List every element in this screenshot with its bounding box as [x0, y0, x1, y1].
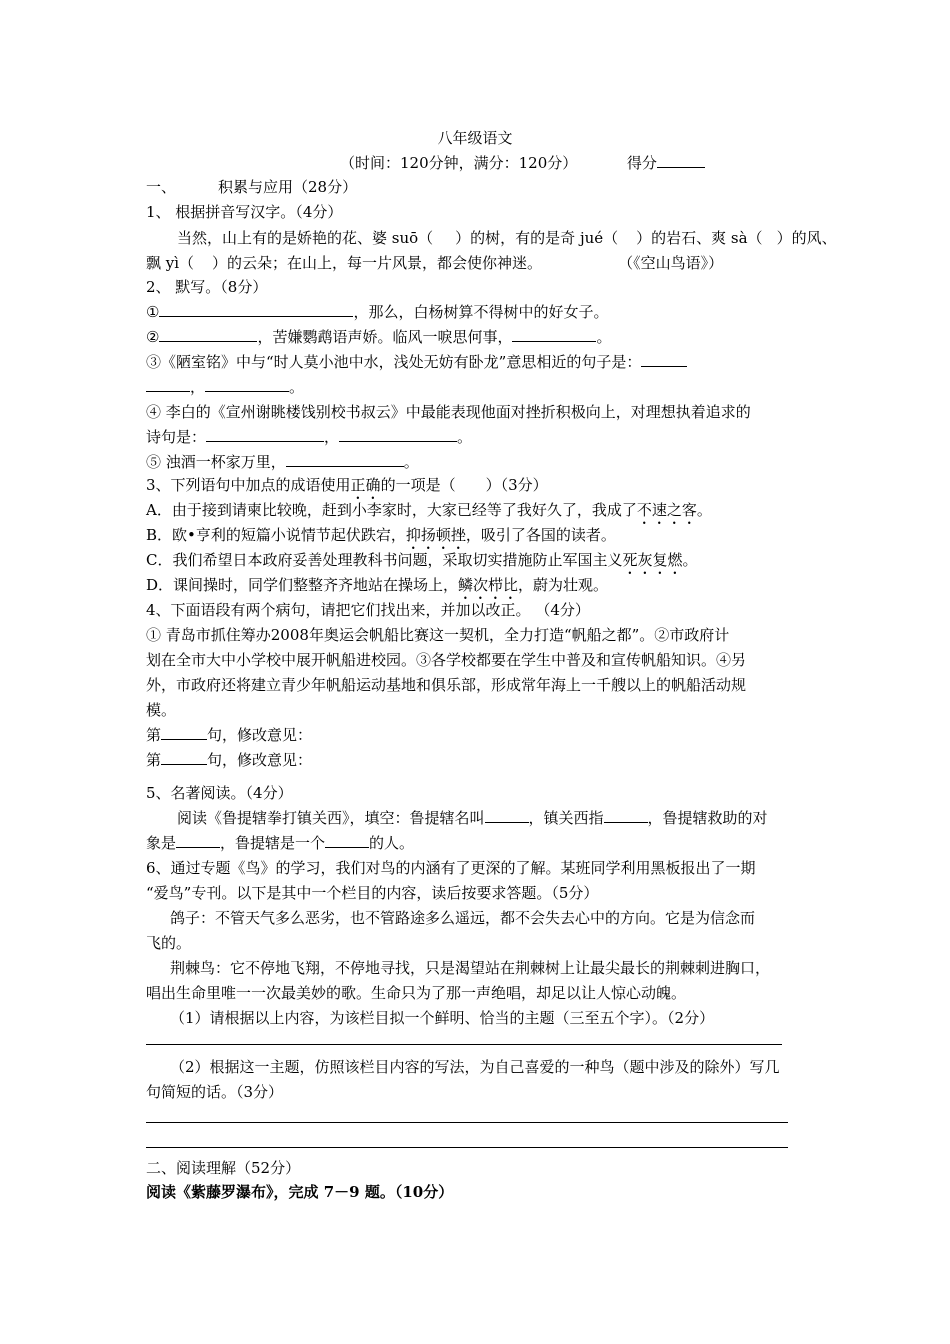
- q5-blank-1[interactable]: [485, 808, 529, 823]
- score-blank[interactable]: [657, 153, 705, 168]
- q5-blank-3[interactable]: [176, 833, 220, 848]
- q5-title: 5、名著阅读。（4分）: [146, 784, 293, 802]
- q2-blank-8[interactable]: [339, 427, 457, 442]
- q3-text: 的一项是（ ）（3分）: [380, 476, 548, 494]
- q4-passage-3: 外，市政府还将建立青少年帆船运动基地和俱乐部，形成常年海上一千艘以上的帆船活动规: [146, 676, 747, 694]
- section-1-heading: [146, 177, 357, 197]
- q1-source: （《空山鸟语》）: [618, 254, 724, 272]
- q2-line-6: [146, 427, 472, 447]
- q4-passage-4: 模。: [146, 701, 177, 719]
- q4-text: 句，修改意见：: [207, 751, 313, 769]
- q2-text: 。: [596, 328, 612, 346]
- q6-sub-question-2b: 句简短的话。（3分）: [146, 1083, 284, 1101]
- q3-idiom: 不速之客: [636, 501, 697, 519]
- q6-answer-line-3[interactable]: [146, 1147, 788, 1148]
- q3-text: B．欧•亨利的短篇小说情节起伏跌宕，: [146, 526, 406, 544]
- q2-blank-7[interactable]: [206, 427, 324, 442]
- q3-text: C．我们希望日本政府妥善处理教科书问题，采取切实措施防止军国主义: [146, 551, 623, 569]
- q4-blank-1[interactable]: [161, 725, 207, 740]
- q6-answer-line-1[interactable]: [146, 1044, 782, 1045]
- q2-line-7: [146, 452, 419, 472]
- q5-text: ，鲁提辖救助的对: [647, 809, 768, 827]
- q2-title: 2、 默写。（8分）: [146, 278, 268, 296]
- q1-paragraph-line2: [146, 253, 723, 273]
- q4-passage-1: ① 青岛市抓住筹办2008年奥运会帆船比赛这一契机，全力打造“帆船之都”。②市政府计: [146, 626, 730, 644]
- q6-thornbird-1: 荆棘鸟：它不停地飞翔，不停地寻找，只是渴望站在荆棘树上让最尖最长的荆棘刺进胸口，: [170, 959, 771, 977]
- q3-text: ，蔚为壮观。: [518, 576, 609, 594]
- q2-blank-2[interactable]: [159, 327, 257, 342]
- q6-pigeon-2: 飞的。: [146, 934, 192, 952]
- q2-line-5: ④ 李白的《宣州谢眺楼饯别校书叔云》中最能表现他面对挫折积极向上，对理想执着追求的: [146, 403, 751, 421]
- q5-text: 的人。: [369, 834, 415, 852]
- q1-title: 1、 根据拼音写汉字。（4分）: [146, 203, 343, 221]
- q5-text: 象是: [146, 834, 177, 852]
- q5-text: ，鲁提辖是一个: [220, 834, 326, 852]
- q2-blank-3[interactable]: [512, 327, 596, 342]
- q2-text: 。: [457, 428, 473, 446]
- q4-text: 第: [146, 726, 162, 744]
- q5-text: ，镇关西指: [528, 809, 604, 827]
- q3-idiom: 抑扬顿挫: [405, 526, 466, 544]
- q2-blank-6[interactable]: [205, 377, 289, 392]
- q6-sub-question-2a: （2）根据这一主题，仿照该栏目内容的写法，为自己喜爱的一种鸟（题中涉及的除外）写几: [170, 1058, 780, 1076]
- q2-line-2: [146, 327, 611, 347]
- q5-line-1: [177, 808, 768, 828]
- q3-idiom: 死灰复燃: [622, 551, 683, 569]
- q1-text: 飘 yì（: [146, 254, 195, 272]
- exam-title: 八年级语文: [437, 129, 513, 147]
- q3-option-a[interactable]: [146, 500, 712, 528]
- q2-text: ，: [190, 378, 206, 396]
- q2-blank-9[interactable]: [286, 452, 404, 467]
- q2-text: ，那么，白杨树算不得树中的好女子。: [353, 303, 609, 321]
- q4-blank-2[interactable]: [161, 750, 207, 765]
- q3-text: D．课间操时，同学们整整齐齐地站在操场上，: [146, 576, 459, 594]
- q5-blank-2[interactable]: [604, 808, 648, 823]
- q2-text: 诗句是：: [146, 428, 207, 446]
- q3-option-b[interactable]: [146, 525, 616, 553]
- exam-info: [340, 153, 705, 173]
- q2-blank-5[interactable]: [146, 377, 190, 392]
- q3-text: 。: [696, 501, 712, 519]
- q2-text: ，: [324, 428, 340, 446]
- q6-answer-line-2[interactable]: [146, 1122, 788, 1123]
- q2-text: ⑤ 浊酒一杯家万里，: [146, 453, 286, 471]
- q3-emphasis: 正确: [350, 476, 381, 494]
- q2-text: ③《陋室铭》中与“时人莫小池中水，浅处无妨有卧龙”意思相近的句子是：: [146, 353, 642, 371]
- q2-text: 。: [403, 453, 419, 471]
- q2-line-4: [146, 377, 304, 397]
- q2-line-3: [146, 352, 687, 372]
- q2-blank-1[interactable]: [159, 302, 353, 317]
- q4-answer-1: [146, 725, 312, 745]
- q3-text: 。: [682, 551, 698, 569]
- q4-text: 句，修改意见：: [207, 726, 313, 744]
- q4-text: 第: [146, 751, 162, 769]
- q2-text: ①: [146, 303, 160, 321]
- q1-text: 当然，山上有的是娇艳的花、婆 suō（: [177, 229, 434, 247]
- score-label: 得分: [626, 154, 657, 172]
- q3-option-c[interactable]: [146, 550, 698, 578]
- q6-intro-2: “爱鸟”专刊。以下是其中一个栏目的内容，读后按要求答题。（5分）: [146, 884, 599, 902]
- section-1-number: 一、: [146, 178, 177, 196]
- q2-text: ②: [146, 328, 160, 346]
- q6-pigeon-1: 鸽子：不管天气多么恶劣，也不管路途多么遥远，都不会失去心中的方向。它是为信念而: [170, 909, 756, 927]
- q3-title: [146, 475, 548, 503]
- q1-text: ）的树，有的是奇 jué（: [455, 229, 619, 247]
- q6-thornbird-2: 唱出生命里唯一一次最美妙的歌。生命只为了那一声绝唱，却足以让人惊心动魄。: [146, 984, 687, 1002]
- q3-text: A．由于接到请柬比较晚，赶到小李家时，大家已经等了我好久了，我成了: [146, 501, 637, 519]
- q1-text: ）的云朵；在山上，每一片风景，都会使你神迷。: [212, 254, 543, 272]
- q3-text: ，吸引了各国的读者。: [465, 526, 616, 544]
- q3-idiom: 鳞次栉比: [458, 576, 519, 594]
- q5-text: 阅读《鲁提辖拳打镇关西》，填空：鲁提辖名叫: [177, 809, 485, 827]
- reading-instruction: 阅读《紫藤罗瀑布》，完成 7－9 题。（10分）: [146, 1183, 454, 1201]
- q1-text: ）的风、: [776, 229, 837, 247]
- q4-passage-2: 划在全市大中小学校中展开帆船进校园。③各学校都要在学生中普及和宣传帆船知识。④另: [146, 651, 747, 669]
- q2-text: ，苦嫌鹦鹉语声娇。临风一唳思何事，: [257, 328, 513, 346]
- q6-sub-question-1: （1）请根据以上内容，为该栏目拟一个鲜明、恰当的主题（三至五个字）。（2分）: [170, 1009, 715, 1027]
- q6-intro-1: 6、通过专题《鸟》的学习，我们对鸟的内涵有了更深的了解。某班同学利用黑板报出了一期: [146, 859, 756, 877]
- section-2-title: 二、阅读理解（52分）: [146, 1159, 301, 1177]
- q3-text: 3、下列语句中加点的成语使用: [146, 476, 351, 494]
- q3-option-d[interactable]: [146, 575, 608, 603]
- time-score-info: （时间：120分钟，满分：120分）: [340, 154, 578, 172]
- q2-line-1: [146, 302, 608, 322]
- q2-text: 。: [289, 378, 305, 396]
- q5-line-2: [146, 833, 414, 853]
- q1-paragraph-line1: [177, 228, 837, 248]
- q4-answer-2: [146, 750, 312, 770]
- q5-blank-4[interactable]: [325, 833, 369, 848]
- section-1-title: 积累与应用（28分）: [218, 178, 358, 196]
- q1-text: ）的岩石、爽 sà（: [636, 229, 763, 247]
- q4-title: 4、下面语段有两个病句，请把它们找出来，并加以改正。 （4分）: [146, 601, 590, 619]
- q2-blank-4[interactable]: [641, 352, 687, 367]
